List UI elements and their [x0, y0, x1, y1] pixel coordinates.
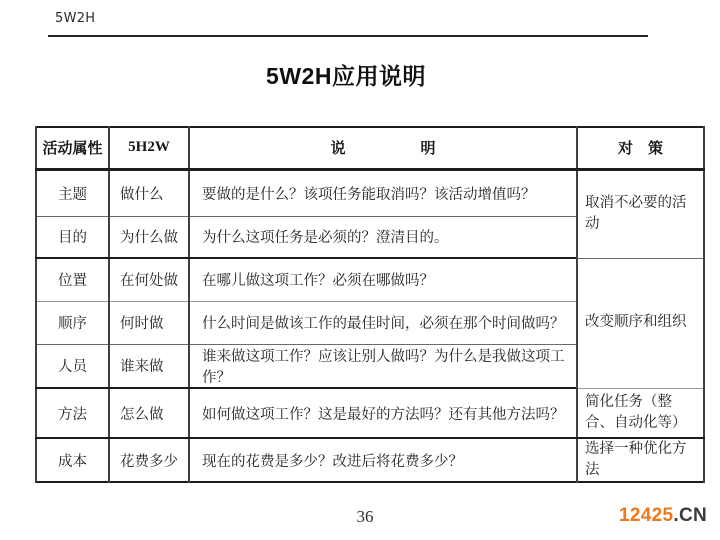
- header-label: 5W2H: [55, 11, 96, 26]
- cell-countermeasure-reorder: 改变顺序和组织: [577, 258, 704, 388]
- header-rule-line: [48, 35, 648, 37]
- site-watermark: [619, 505, 707, 527]
- cell-description: 在哪儿做这项工作？必须在哪做吗？: [189, 258, 577, 301]
- cell-description: 现在的花费是多少？改进后将花费多少？: [189, 438, 577, 482]
- cell-description: 要做的是什么？该项任务能取消吗？该活动增值吗？: [189, 169, 577, 216]
- table-row-method: [36, 388, 704, 438]
- cell-attribute: 主题: [36, 169, 109, 216]
- cell-question: 何时做: [109, 301, 189, 344]
- page-title: 5W2H应用说明: [266, 63, 426, 89]
- cell-countermeasure-simplify: 简化任务（整合、自动化等）: [577, 388, 704, 438]
- cell-description: 为什么这项任务是必须的？澄清目的。: [189, 216, 577, 258]
- cell-description: 谁来做这项工作？应该让别人做吗？为什么是我做这项工作？: [189, 344, 577, 388]
- cell-attribute: 方法: [36, 388, 109, 438]
- table-row-location: [36, 258, 704, 301]
- cell-attribute: 位置: [36, 258, 109, 301]
- watermark-primary-text: 12425: [619, 505, 674, 526]
- cell-attribute: 目的: [36, 216, 109, 258]
- col-header-countermeasure: 对 策: [577, 127, 704, 169]
- cell-attribute: 顺序: [36, 301, 109, 344]
- col-header-description: 说 明: [189, 127, 577, 169]
- col-header-attribute: 活动属性: [36, 127, 109, 169]
- cell-question: 为什么做: [109, 216, 189, 258]
- col-header-5h2w: 5H2W: [109, 127, 189, 169]
- cell-question: 花费多少: [109, 438, 189, 482]
- cell-question: 做什么: [109, 169, 189, 216]
- cell-question: 怎么做: [109, 388, 189, 438]
- table-row-topic: [36, 169, 704, 216]
- cell-attribute: 人员: [36, 344, 109, 388]
- cell-attribute: 成本: [36, 438, 109, 482]
- cell-description: 如何做这项工作？这是最好的方法吗？还有其他方法吗？: [189, 388, 577, 438]
- cell-countermeasure-optimize: 选择一种优化方法: [577, 438, 704, 482]
- cell-question: 谁来做: [109, 344, 189, 388]
- cell-description: 什么时间是做该工作的最佳时间，必须在那个时间做吗？: [189, 301, 577, 344]
- cell-question: 在何处做: [109, 258, 189, 301]
- table-header-row: [36, 127, 704, 169]
- cell-countermeasure-cancel: 取消不必要的活动: [577, 169, 704, 258]
- page-number: 36: [356, 507, 374, 526]
- table-row-cost: [36, 438, 704, 482]
- 5w2h-table: [35, 126, 705, 483]
- watermark-suffix-text: .CN: [673, 505, 707, 526]
